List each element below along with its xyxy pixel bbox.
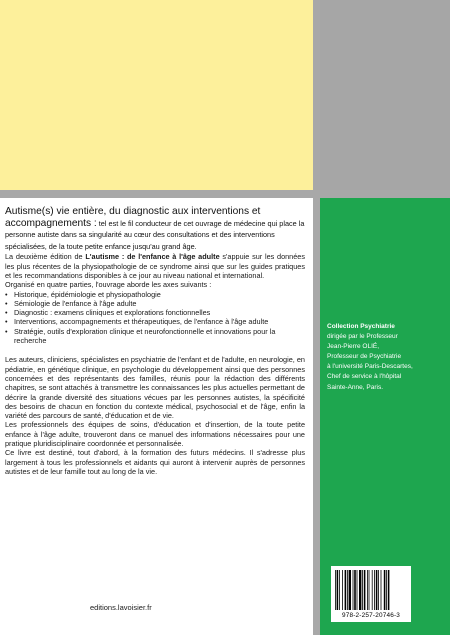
collection-line: à l'université Paris-Descartes, [327,363,413,371]
collection-title: Collection Psychiatrie [327,323,395,330]
barcode-bar [335,570,336,610]
barcode-bar [374,570,375,610]
barcode-bar [342,570,343,610]
isbn-barcode [331,566,411,622]
professionals-paragraph: Les professionnels des équipes de soins, d'éducation et d'insertion, de la toute petite enfance à l'âge adulte, trouveront dans ce manuel des informations nécessaires pour une pratique pluridisciplinaire coordonnée et personnalisée. [5,420,305,449]
barcode-bar [362,570,363,610]
publisher-website: editions.lavoisier.fr [90,603,152,612]
list-item: • Historique, épidémiologie et physiopathologie [14,290,305,299]
barcode-bar [369,570,370,610]
edition-text-start: La deuxième édition de [5,252,86,262]
barcode-bar [381,570,382,610]
edition-text-end: s'appuie sur les données les plus récentes de la physiopathologie de ce syndrome ainsi que sur les guides pratiques et les recommandations disponibles à ce jour au niveau national et international. [5,252,306,280]
axes-list [5,290,305,346]
back-cover-description [5,206,305,476]
lead-heading: Autisme(s) vie entière, du diagnostic aux interventions et accompagnements : [5,206,261,229]
collection-line: Sainte-Anne, Paris. [327,383,384,391]
barcode-bar [384,570,386,610]
barcode-bar [337,570,339,610]
yellow-panel [0,0,313,190]
barcode-bar [349,570,351,610]
barcode-bar [345,570,347,610]
barcode-bar [367,570,368,610]
barcode-bar [357,570,358,610]
lead-paragraph [5,206,305,252]
barcode-bar [378,570,379,610]
barcode-bar [376,570,378,610]
collection-line: Professeur de Psychiatrie [327,353,402,361]
book-title: L'autisme : de l'enfance à l'âge adulte [85,252,220,262]
list-item: • Interventions, accompagnements et thérapeutiques, de l'enfance à l'âge adulte [14,317,305,326]
barcode-bar [339,570,340,610]
barcode-bar [347,570,348,610]
isbn-number: 978-2-257-20746-3 [341,612,401,619]
barcode-bar [364,570,366,610]
barcode-bar [388,570,390,610]
list-item: • Sémiologie de l'enfance à l'âge adulte [14,299,305,308]
vertical-divider [313,0,320,635]
authors-paragraph: Les auteurs, cliniciens, spécialistes en psychiatrie de l'enfant et de l'adulte, en neurologie, en pédiatrie, en génétique clinique, en psychologie du développement ainsi que des personnes concernées et des représentants des familles, réunis pour la rédaction des différents chapitres, se sont attachés à transmettre les connaissances les plus actuelles permettant de décrire la grande diversité des situations vécues par les personnes autistes, la spécificité des besoins de chacun en fonction du contexte médical, psychosocial et de l'âge, enfin la variété des parcours de santé, d'éducation et de vie. [5,355,305,421]
list-item: • Diagnostic : examens cliniques et explorations fonctionnelles [14,308,305,317]
barcode-bars [335,570,407,610]
collection-line: dirigée par le Professeur [327,333,398,341]
gray-corner-panel [320,0,450,190]
barcode-bar [386,570,387,610]
spacer [5,345,305,355]
structure-paragraph: Organisé en quatre parties, l'ouvrage aborde les axes suivants : [5,280,212,290]
barcode-bar [359,570,361,610]
horizontal-divider [0,190,320,198]
collection-info [327,322,447,393]
collection-line: Jean-Pierre OLIÉ, [327,343,380,351]
lead-text: tel est le fil conducteur de cet ouvrage de médecine qui place la personne autiste dans sa singularité au cœur des consultations et des interventions spécialisées, de la toute petite enfance jusqu'au grand âge. [5,218,305,251]
barcode-bar [354,570,356,610]
audience-paragraph: Ce livre est destiné, tout d'abord, à la formation des futurs médecins. Il s'adresse plus largement à tous les professionnels et aidants qui auront à intervenir auprès de personnes autistes et de leur famille tout au long de la vie. [5,448,305,476]
list-item: • Stratégie, outils d'exploration clinique et neurofonctionnelle et innovations pour la recherche [14,327,305,346]
barcode-bar [372,570,373,610]
barcode-bar [353,570,354,610]
edition-paragraph [5,252,305,280]
collection-line: Chef de service à l'hôpital [327,373,402,381]
